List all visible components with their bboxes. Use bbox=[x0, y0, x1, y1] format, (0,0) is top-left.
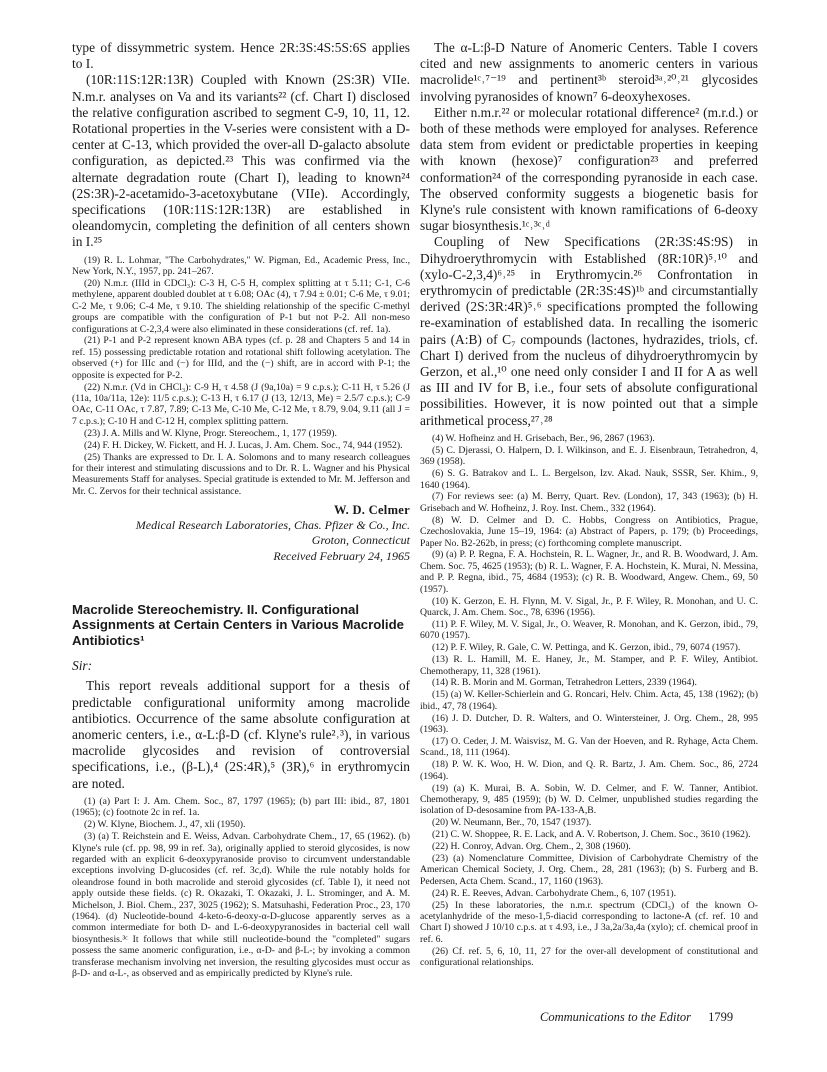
right-para-2: Either n.m.r.²² or molecular rotational difference² (m.r.d.) or both of these methods were employed for analyses. Reference data stem from evident or predictable properties in keeping with known (hexose)⁷ configuration²³ and preferred conformation²⁴ of the corresponding pyranoside in each case. The observed conformity suggests a biogenetic basis for Klyne's rule consistent with known ramifications of 6-deoxy sugar biosynthesis.¹ᶜ˒³ᶜ˒ᵈ bbox=[420, 104, 758, 234]
right-para-1: The α-L:β-D Nature of Anomeric Centers. Table I covers cited and new assignments to anomeric centers in various macrolide¹ᶜ˒⁷⁻¹⁹ and pertinent³ᵇ steroid³ᵃ˒²⁰˒²¹ glycosides involving pyranosides of known⁷ 6-deoxyhexoses. bbox=[420, 40, 758, 104]
footnote-17: (17) O. Ceder, J. M. Waisvisz, M. G. Van der Hoeven, and R. Ryhage, Acta Chem. Scand., 18, 111 (1964). bbox=[420, 735, 758, 759]
footnote-14: (14) R. B. Morin and M. Gorman, Tetrahedron Letters, 2339 (1964). bbox=[432, 677, 697, 689]
footnote-1: (1) (a) Part I: J. Am. Chem. Soc., 87, 1797 (1965); (b) part III: ibid., 87, 1801 (1965); (c) footnote 2c in ref. 1a. bbox=[72, 795, 410, 819]
article-title: Macrolide Stereochemistry. II. Configurational Assignments at Certain Centers in Various Macrolide Antibiotics¹ bbox=[72, 601, 404, 648]
footnote-25: (25) Thanks are expressed to Dr. I. A. Solomons and to many research colleagues for their interest and stimulating discussions and to Dr. R. L. Wagner and his Physical Measurements Staff for analyses. Special gratitude is extended to Mr. M. Jefferson and Mr. C. Zervos for their technical assistance. bbox=[72, 451, 410, 497]
footnote-16: (16) J. D. Dutcher, D. R. Walters, and O. Wintersteiner, J. Org. Chem., 28, 995 (1963). bbox=[420, 712, 758, 736]
footnote-19b: (19) (a) K. Murai, B. A. Sobin, W. D. Celmer, and F. W. Tanner, Antibiot. Chemotherapy, 9, 485 (1959); (b) W. D. Celmer, unpublished studies regarding the isolation of D-desosamine from PA-133-A,B. bbox=[420, 782, 758, 817]
left-para-1: type of dissymmetric system. Hence 2R:3S:4S:5S:6S applies to I. bbox=[72, 40, 410, 72]
footnote-22b: (22) H. Conroy, Advan. Org. Chem., 2, 308 (1960). bbox=[432, 841, 631, 853]
footnote-15: (15) (a) W. Keller-Schierlein and G. Roncari, Helv. Chim. Acta, 45, 138 (1962); (b) ibid., 47, 78 (1964). bbox=[420, 689, 758, 712]
author-affiliation: Medical Research Laboratories, Chas. Pfizer & Co., Inc. bbox=[135, 518, 410, 533]
footnote-2: (2) W. Klyne, Biochem. J., 47, xli (1950). bbox=[84, 819, 246, 831]
footnote-20: (20) N.m.r. (IIId in CDCl₃): C-3 H, C-5 H, complex splitting at τ 5.11; C-1, C-6 methylene, apparent doubled doublet at τ 6.08; OAc (4), τ 7.94 ± 0.01; C-6 Me, τ 9.01; C-2 Me, τ 9.06; C-4 Me, τ 9.10. The shielding relationship of the specific C-methyl groups are compatible with the configuration of P-1 but not P-2. All non-meso configurations at C-2,3,4 were also eliminated in these considerations (cf. ref. 1a). bbox=[72, 277, 410, 335]
left-column bbox=[72, 40, 410, 980]
footnote-10: (10) K. Gerzon, E. H. Flynn, M. V. Sigal, Jr., P. F. Wiley, R. Monohan, and U. C. Quarck, J. Am. Chem. Soc., 78, 6396 (1956). bbox=[420, 595, 758, 618]
salutation: Sir: bbox=[72, 658, 93, 674]
left-footnotes-1 bbox=[72, 255, 410, 498]
footnote-9: (9) (a) P. P. Regna, F. A. Hochstein, R. L. Wagner, Jr., and R. B. Woodward, J. Am. Chem. Soc. 75, 4625 (1953); (b) R. L. Wagner, F. A. Hochstein, K. Murai, N. Messina, and P. P. Regna, ibid., 75, 4684 (1953); (c) R. B. Woodward, Angew. Chem., 69, 50 (1957). bbox=[420, 549, 758, 595]
author-location: Groton, Connecticut bbox=[311, 532, 410, 547]
left-para-3: This report reveals additional support for a thesis of predictable configurational uniformity among macrolide antibiotics. Occurrence of the same absolute configuration at anomeric centers, i.e., α-L:β-D (cf. Klyne's rule²˒³), in various macrolide glycosides and revision of controversial specifications, i.e., (β-L),⁴ (2S:4R),⁵ (3R),⁶ in erythromycin are noted. bbox=[72, 678, 410, 791]
footnote-6: (6) S. G. Batrakov and L. L. Bergelson, Izv. Akad. Nauk, SSSR, Ser. Khim., 9, 1640 (1964). bbox=[420, 468, 758, 491]
footnote-4: (4) W. Hofheinz and H. Grisebach, Ber., 96, 2867 (1963). bbox=[432, 432, 655, 444]
right-column bbox=[420, 40, 758, 969]
received-date: Received February 24, 1965 bbox=[273, 549, 410, 564]
left-footnotes-2 bbox=[72, 796, 410, 980]
footnote-19: (19) R. L. Lohmar, "The Carbohydrates," W. Pigman, Ed., Academic Press, Inc., New York, N.Y., 1957, pp. 241–267. bbox=[72, 254, 410, 278]
footnote-8: (8) W. D. Celmer and D. C. Hobbs, Congress on Antibiotics, Prague, Czechoslovakia, June 15–19, 1964: (a) Abstract of Papers, p. 179; (b) Proceedings, Paper No. B2-262b, in press; (c) forthcoming complete manuscript. bbox=[420, 514, 758, 549]
author-name: W. D. Celmer bbox=[333, 503, 410, 518]
footnote-18: (18) P. W. K. Woo, H. W. Dion, and Q. R. Bartz, J. Am. Chem. Soc., 86, 2724 (1964). bbox=[420, 759, 758, 782]
footnote-22: (22) N.m.r. (Vd in CHCl₃): C-9 H, τ 4.58 (J (9a,10a) = 9 c.p.s.); C-11 H, τ 5.26 (J (11a, 10a/11a, 12e): 11/5 c.p.s.); C-13 H, τ 6.17 (J (13, 12/13, Me) = 2.5/7 c.p.s.); C-9 OAc, C-11 OAc, τ 7.87, 7.89; C-13 Me, C-10 Me, C-12 Me, τ 8.79, 9.04, 9.11 (all J = 7 c.p.s.); C-10 H and C-12 H, complex splitting pattern. bbox=[72, 381, 410, 427]
journal-section: Communications to the Editor bbox=[540, 1010, 692, 1024]
footnote-5: (5) C. Djerassi, O. Halpern, D. I. Wilkinson, and E. J. Eisenbraun, Tetrahedron, 4, 369 (1958). bbox=[420, 444, 758, 468]
footnote-24b: (24) R. E. Reeves, Advan. Carbohydrate Chem., 6, 107 (1951). bbox=[432, 887, 677, 899]
right-footnotes bbox=[420, 433, 758, 969]
footnote-23b: (23) (a) Nomenclature Committee, Division of Carbohydrate Chemistry of the American Chemical Society, J. Org. Chem., 28, 281 (1963); (b) S. Furberg and B. Pedersen, Acta Chem. Scand., 17, 1160 (1963). bbox=[420, 853, 758, 887]
right-para-3: Coupling of New Specifications (2R:3S:4S:9S) in Dihydroerythromycin with Established (8R:10R)⁵˒¹⁰ and (xylo-C-2,3,4)⁶˒²⁵ in Erythromycin.²⁶ Confrontation in erythromycin of predictable (2R:3S:4S)¹ᵇ and circumstantially derived (2S:3R:4R)⁵˒⁶ specifications prompted the following re-examination of established data. In recalling the isomeric pairs (A:B) of C₇ compounds (lactones, hydrazides, triols, cf. Chart I) derived from the nucleus of dihydroerythromycin by Gerzon, et al.,¹⁰ one need only consider I and II for A as well as III and IV for B, i.e., four sets of absolute configurational possibilities. However, it is now pointed out that a simple arithmetical process,²⁷˒²⁸ bbox=[420, 234, 758, 428]
footnote-21: (21) P-1 and P-2 represent known ABA types (cf. p. 28 and Chapters 5 and 14 in ref. 15) possessing predictable rotation and rotational shift following acetylation. The observed (+) for IIIc and (−) for IIId, and the (−) shift, are in accord with P-1; the opposite is expected for P-2. bbox=[72, 335, 410, 381]
footnote-25b: (25) In these laboratories, the n.m.r. spectrum (CDCl₃) of the known O-acetylanhydride of the meso-1,5-diacid corresponding to lactone-A (cf. ref. 10 and Chart I) showed J 10/10 c.p.s. at τ 4.93, i.e., J 3a,2a/3a,4a (xylo); cf. chemical proof in ref. 6. bbox=[420, 899, 758, 945]
footnote-24: (24) F. H. Dickey, W. Fickett, and H. J. Lucas, J. Am. Chem. Soc., 74, 944 (1952). bbox=[84, 439, 403, 451]
footnote-3: (3) (a) T. Reichstein and E. Weiss, Advan. Carbohydrate Chem., 17, 65 (1962). (b) Klyne's rule (cf. pp. 98, 99 in ref. 3a), originally applied to steroid glycosides, is now regarded with an explicit 6-deoxypyranoside proviso to circumvent understandable exceptions involving D-glucosides (cf. ref. 3c,d). While the rule notably holds for oleandrose found in both macrolide and steroid glycosides (cf. Table I), it need not apply outside these fields. (c) R. Okazaki, T. Okazaki, J. L. Strominger, and A. M. Michelson, J. Biol. Chem., 237, 3025 (1962); S. Matsuhashi, Federation Proc., 23, 170 (1964). (d) Nucleotide-bound 4-keto-6-deoxy-α-D-glucose apparently serves as a common intermediate for both D- and L-6-deoxypyranosides in bacterial cell wall biosynthesis.³ᶜ It follows that while still nucleotide-bound the "completed" sugars possess the same anomeric configuration, i.e., α-D- and β-L-; by invoking a common transferase mechanism involving net inversion, the resulting glycosides must occur as β-D- and α-L-, as observed and as empirically predicted by Klyne's rule. bbox=[72, 831, 410, 979]
footnote-13: (13) R. L. Hamill, M. E. Haney, Jr., M. Stamper, and P. F. Wiley, Antibiot. Chemotherapy, 11, 328 (1961). bbox=[420, 654, 758, 677]
footnote-12: (12) P. F. Wiley, R. Gale, C. W. Pettinga, and K. Gerzon, ibid., 79, 6074 (1957). bbox=[432, 642, 741, 654]
footnote-26: (26) Cf. ref. 5, 6, 10, 11, 27 for the over-all development of constitutional and configurational relationships. bbox=[420, 945, 758, 969]
footnote-21b: (21) C. W. Shoppee, R. E. Lack, and A. V. Robertson, J. Chem. Soc., 3610 (1962). bbox=[432, 829, 751, 841]
page-footer bbox=[540, 1010, 800, 1025]
footnote-20b: (20) W. Neumann, Ber., 70, 1547 (1937). bbox=[432, 817, 592, 829]
left-para-2: (10R:11S:12R:13R) Coupled with Known (2S:3R) VIIe. N.m.r. analyses on Va and its variants²² (cf. Chart I) disclosed the relative configuration ascribed to segment C-9, 10, 11, 12. Rotational properties in the V-series were consistent with a D-center at C-13, which provided the over-all D-galacto absolute configuration, as depicted.²³ This was confirmed via the alternate degradation route (Chart I), leading to known²⁴ (2S:3R)-2-acetamido-3-acetoxybutane (VIIe). Accordingly, specifications (10R:11S:12R:13R) are established in oleandomycin, completing the definition of all centers shown in I.²⁵ bbox=[72, 72, 410, 250]
footnote-7: (7) For reviews see: (a) M. Berry, Quart. Rev. (London), 17, 343 (1963); (b) H. Grisebach and W. Hofheinz, J. Roy. Inst. Chem., 332 (1964). bbox=[420, 491, 758, 514]
footnote-11: (11) P. F. Wiley, M. V. Sigal, Jr., O. Weaver, R. Monohan, and K. Gerzon, ibid., 79, 6070 (1957). bbox=[420, 618, 758, 642]
page-number: 1799 bbox=[708, 1010, 734, 1024]
footnote-23: (23) J. A. Mills and W. Klyne, Progr. Stereochem., 1, 177 (1959). bbox=[84, 427, 337, 439]
